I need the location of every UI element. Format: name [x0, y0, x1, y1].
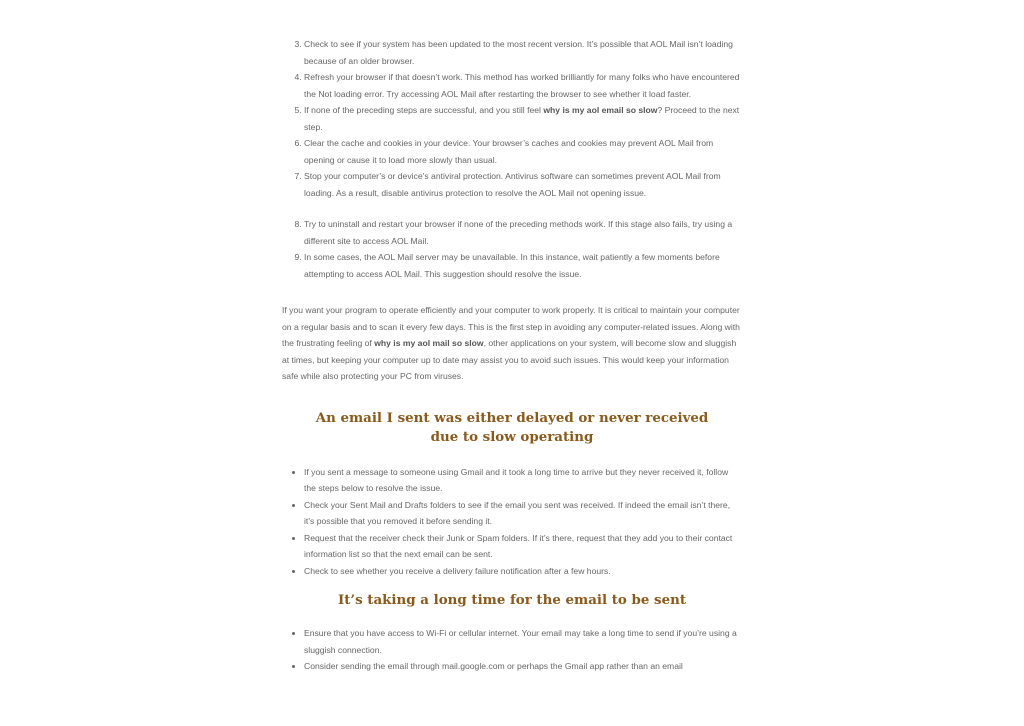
- list-item: [304, 216, 742, 249]
- section-heading-delayed-email: An email I sent was either delayed or never received due to slow operating: [315, 409, 709, 445]
- step-9-text: In some cases, the AOL Mail server may be unavailable. In this instance, wait patiently a few moments before attempting to access AOL Mail. This suggestion should resolve the issue.: [304, 252, 720, 279]
- list-item: • Consider sending the email through mail.google.com or perhaps the Gmail app rather than an email: [304, 658, 742, 675]
- list-item: [304, 102, 742, 135]
- troubleshooting-steps-list: [282, 36, 742, 282]
- list-item: [304, 249, 742, 282]
- slow-send-list: [282, 625, 742, 675]
- step-6-text: Clear the cache and cookies in your device. Your browser’s caches and cookies may prevent AOL Mail from opening or cause it to load more slowly than usual.: [304, 138, 714, 165]
- list-item: [304, 168, 742, 201]
- step-5-text-before: If none of the preceding steps are successful, and you still feel: [304, 105, 544, 115]
- maintenance-paragraph: [282, 302, 742, 385]
- list-item: • Ensure that you have access to Wi-Fi or cellular internet. Your email may take a long time to send if you’re using a sluggish connection.: [304, 625, 742, 658]
- article-body: [282, 36, 742, 675]
- keyword-bold: why is my aol email so slow: [543, 105, 658, 115]
- delayed-email-list: [282, 464, 742, 580]
- step-3-text: Check to see if your system has been updated to the most recent version. It’s possible that AOL Mail isn’t loading because of an older browser.: [304, 39, 733, 66]
- list-item: [304, 36, 742, 69]
- list-item: • Request that the receiver check their Junk or Spam folders. If it’s there, request that they add you to their contact information list so that the next email can be sent.: [304, 530, 742, 563]
- step-5-text-after: ? Proceed to the next step.: [304, 105, 740, 132]
- step-4-text: Refresh your browser if that doesn’t work. This method has worked brilliantly for many folks who have encountered the Not loading error. Try accessing AOL Mail after restarting the browser to see whether it load faster.: [304, 72, 740, 99]
- section-heading-slow-send: It’s taking a long time for the email to be sent: [337, 592, 687, 608]
- list-item: [304, 69, 742, 102]
- step-7-text: Stop your computer’s or device’s antiviral protection. Antivirus software can sometimes prevent AOL Mail from loading. As a result, disable antivirus protection to resolve the AOL Mail not opening issue.: [304, 171, 721, 198]
- keyword-bold: why is my aol mail so slow: [374, 338, 484, 348]
- step-8-text: Try to uninstall and restart your browser if none of the preceding methods work. If this stage also fails, try using a different site to access AOL Mail.: [304, 219, 733, 246]
- list-item: [304, 135, 742, 168]
- list-item: • If you sent a message to someone using Gmail and it took a long time to arrive but they never received it, follow the steps below to resolve the issue.: [304, 464, 742, 497]
- paragraph-text-after: , other applications on your system, will become slow and sluggish at times, but keeping your computer up to date may assist you to avoid such issues. This would keep your information safe while also protecting your PC from viruses.: [282, 338, 737, 381]
- paragraph-text-before: If you want your program to operate efficiently and your computer to work properly. It is critical to maintain your computer on a regular basis and to scan it every few days. This is the first step in avoiding any computer-related issues. Along with the frustrating feeling of: [282, 305, 740, 348]
- list-item: • Check your Sent Mail and Drafts folders to see if the email you sent was received. If indeed the email isn’t there, it’s possible that you removed it before sending it.: [304, 497, 742, 530]
- list-item: • Check to see whether you receive a delivery failure notification after a few hours.: [304, 563, 742, 580]
